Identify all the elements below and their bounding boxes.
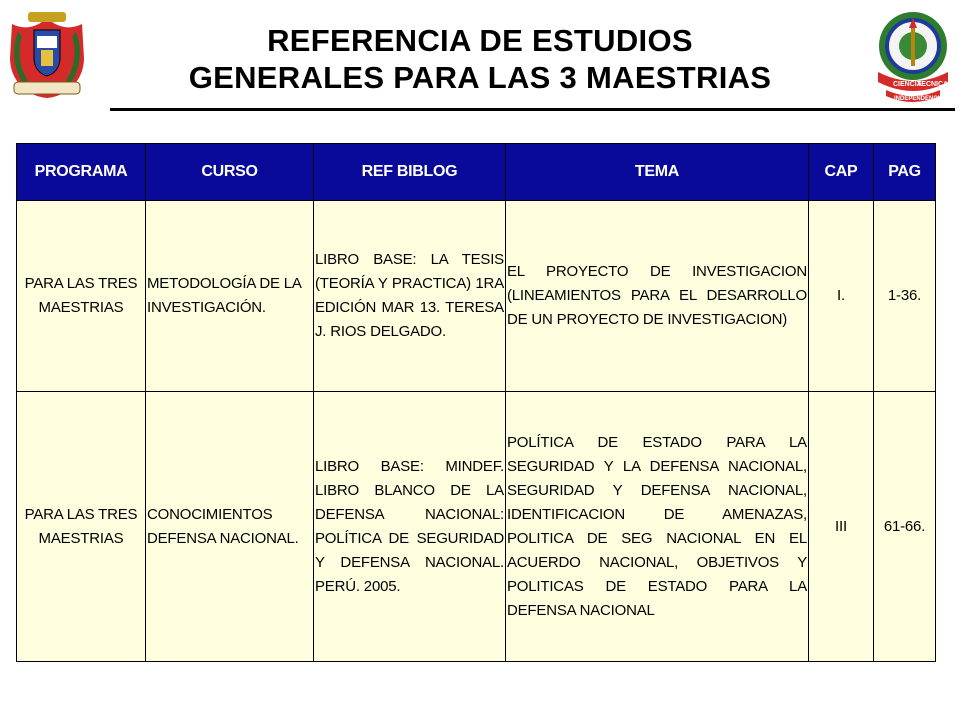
table-header-row (17, 144, 936, 201)
title-line-1: REFERENCIA DE ESTUDIOS (267, 23, 693, 58)
header-tema: TEMA (506, 144, 809, 201)
title-divider (110, 108, 955, 111)
header-curso: CURSO (146, 144, 314, 201)
header-ref-biblog: REF BIBLOG (314, 144, 506, 201)
cell-cap: III (809, 392, 874, 662)
right-crest-logo (872, 6, 954, 108)
table-row (17, 201, 936, 392)
header-cap: CAP (809, 144, 874, 201)
header-pag: PAG (874, 144, 936, 201)
cell-cap: I. (809, 201, 874, 392)
cell-ref-biblog: LIBRO BASE: LA TESIS (TEORÍA Y PRACTICA) 1RA EDICIÓN MAR 13. TERESA J. RIOS DELGADO. (314, 201, 506, 392)
cell-curso: METODOLOGÍA DE LA INVESTIGACIÓN. (146, 201, 314, 392)
reference-table (16, 143, 936, 662)
title-line-2: GENERALES PARA LAS 3 MAESTRIAS (188, 60, 772, 95)
cell-tema: EL PROYECTO DE INVESTIGACION (LINEAMIENTOS PARA EL DESARROLLO DE UN PROYECTO DE INVESTIGACION) (506, 201, 809, 392)
cell-pag: 61-66. (874, 392, 936, 662)
cell-curso: CONOCIMIENTOS DEFENSA NACIONAL. (146, 392, 314, 662)
cell-ref-biblog: LIBRO BASE: MINDEF. LIBRO BLANCO DE LA DEFENSA NACIONAL: POLÍTICA DE SEGURIDAD Y DEFENSA NACIONAL. PERÚ. 2005. (314, 392, 506, 662)
cell-tema: POLÍTICA DE ESTADO PARA LA SEGURIDAD Y LA DEFENSA NACIONAL, SEGURIDAD Y DEFENSA NACIONAL, IDENTIFICACION DE AMENAZAS, POLITICA DE SEG NACIONAL EN EL ACUERDO NACIONAL, OBJETIVOS Y POLITICAS DE ESTADO PARA LA DEFENSA NACIONAL (506, 392, 809, 662)
cell-programa: PARA LAS TRES MAESTRIAS (17, 201, 146, 392)
cell-programa: PARA LAS TRES MAESTRIAS (17, 392, 146, 662)
right-crest-text-independencia: INDEPENDENCIA (894, 96, 944, 102)
right-crest-text-tecnica: TECNICA (917, 81, 949, 88)
page-title (100, 22, 860, 96)
table-row (17, 392, 936, 662)
header-programa: PROGRAMA (17, 144, 146, 201)
right-crest-text-ciencia: CIENCIA (893, 81, 922, 88)
left-crest-logo (6, 6, 88, 104)
cell-pag: 1-36. (874, 201, 936, 392)
